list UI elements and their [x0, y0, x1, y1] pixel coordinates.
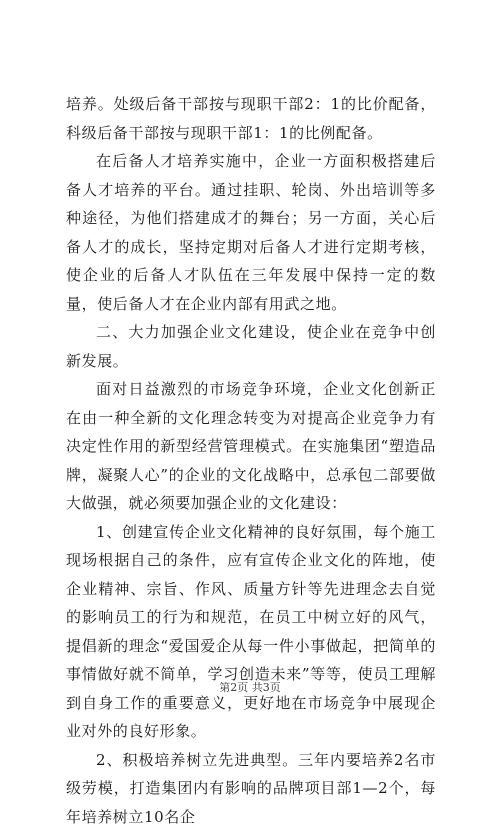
paragraph-market-competition: 面对日益激烈的市场竞争环境，企业文化创新正在由一种全新的文化理念转变为对提高企业竞争力有决定性作用的新型经营管理模式。在实施集团“塑造品牌，凝聚人心”的企业的文化战略中，总承包二部要做大做强，就必须要加强企业的文化建设： — [66, 375, 436, 518]
page-footer: 第2页 共3页 — [0, 679, 500, 695]
document-body — [66, 90, 436, 831]
paragraph-reserve-talent: 在后备人才培养实施中，企业一方面积极搭建后备人才培养的平台。通过挂职、轮岗、外出培训等多种途径，为他们搭建成才的舞台；另一方面，关心后备人才的成长，坚持定期对后备人才进行定期考核，使企业的后备人才队伍在三年发展中保持一定的数量，使后备人才在企业内部有用武之地。 — [66, 147, 436, 318]
list-item-advanced-models: 2、积极培养树立先进典型。三年内要培养2名市级劳模，打造集团内有影响的品牌项目部1—2个，每年培养树立10名企 — [66, 746, 436, 831]
list-item-culture-atmosphere: 1、创建宣传企业文化精神的良好氛围，每个施工现场根据自己的条件，应有宣传企业文化的阵地，使企业精神、宗旨、作风、质量方针等先进理念去自觉的影响员工的行为和规范，在员工中树立好的风气，提倡新的理念“爱国爱企从每一件小事做起，把简单的事情做好就不简单，学习创造未来”等等，使员工理解到自身工作的重要意义，更好地在市场竞争中展现企业对外的良好形象。 — [66, 518, 436, 746]
paragraph-continuation: 培养。处级后备干部按与现职干部2：1的比价配备，科级后备干部按与现职干部1：1的比例配备。 — [66, 90, 436, 147]
section-heading-corporate-culture: 二、大力加强企业文化建设，使企业在竞争中创新发展。 — [66, 318, 436, 375]
